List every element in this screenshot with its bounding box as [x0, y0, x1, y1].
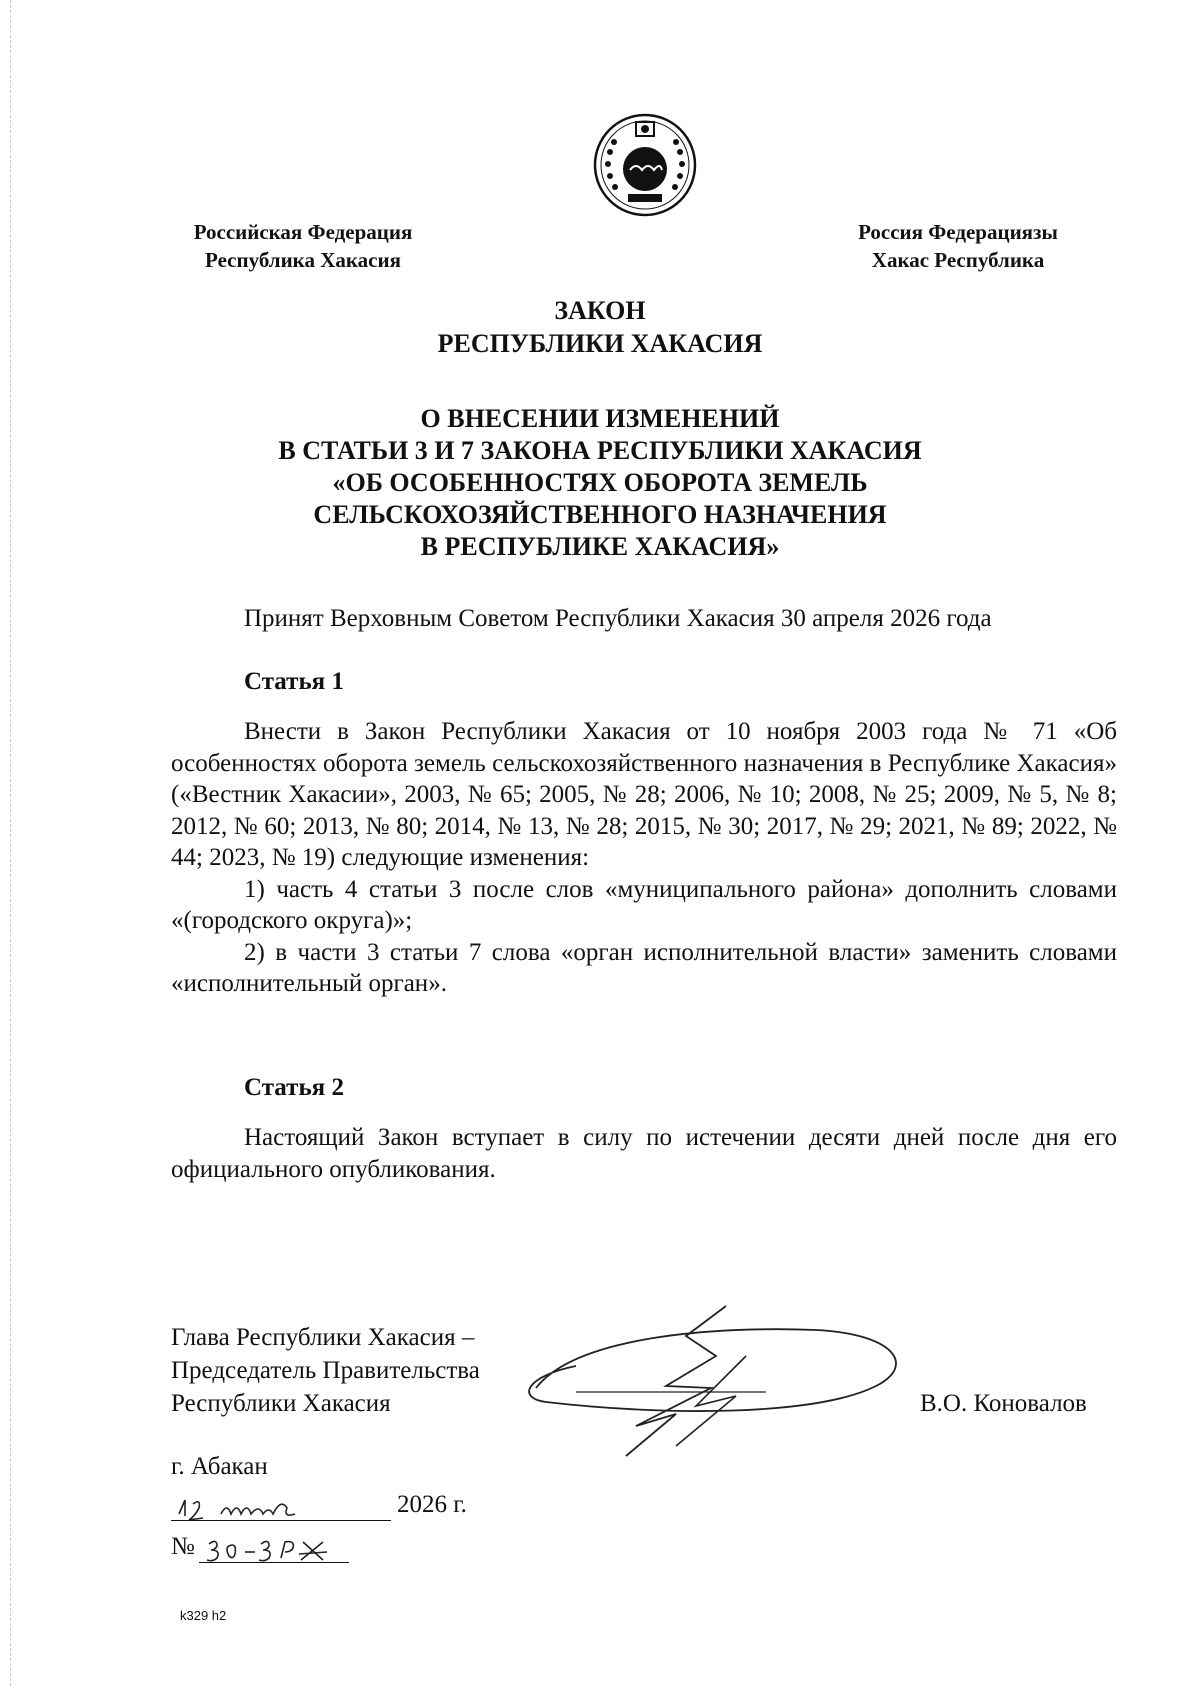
signatory-position-line-1: Глава Республики Хакасия – — [171, 1324, 475, 1351]
article-2-body — [171, 1122, 1117, 1185]
adoption-statement: Принят Верховным Советом Республики Хакасия 30 апреля 2026 года — [244, 605, 992, 632]
handwritten-number — [199, 1534, 349, 1564]
header-right-line-1: Россия Федерациязы — [858, 220, 1058, 244]
article-1-item-2: 2) в части 3 статьи 7 слова «орган исполнительной власти» заменить словами «исполнительный орган». — [171, 938, 1117, 997]
law-title-line-5: В РЕСПУБЛИКЕ ХАКАСИЯ» — [420, 532, 780, 561]
article-2-title: Статья 2 — [244, 1074, 344, 1101]
signatory-position-line-3: Республики Хакасия — [171, 1390, 391, 1417]
number-blank — [199, 1534, 349, 1563]
handwritten-signature — [516, 1296, 918, 1472]
law-title-line-3: «ОБ ОСОБЕННОСТЯХ ОБОРОТА ЗЕМЕЛЬ — [332, 468, 868, 497]
signatory-position — [171, 1321, 551, 1420]
coat-of-arms-icon — [592, 112, 698, 218]
article-2-text: Настоящий Закон вступает в силу по истечении десяти дней после дня его официального опубликования. — [171, 1124, 1117, 1183]
article-1-intro: Внести в Закон Республики Хакасия от 10 ноября 2003 года № 71 «Об особенностях оборота земель сельскохозяйственного назначения в Республике Хакасия» («Вестник Хакасии», 2003, № 65; 2005, № 28; 2006, № 10; 2008, № 25; 2009, № 5, № 8; 2012, № 60; 2013, № 80; 2014, № 13, № 28; 2015, № 30; 2017, № 29; 2021, № 89; 2022, № 44; 2023, № 19) следующие изменения: — [171, 718, 1117, 871]
signatory-name: В.О. Коновалов — [920, 1390, 1087, 1417]
header-left-line-1: Российская Федерация — [193, 220, 413, 244]
law-type — [300, 294, 900, 360]
signatory-position-line-2: Председатель Правительства — [171, 1357, 480, 1384]
law-title-line-1: О ВНЕСЕНИИ ИЗМЕНЕНИЙ — [420, 404, 780, 433]
date-blank — [171, 1492, 391, 1521]
document-code: k329 h2 — [180, 1608, 227, 1623]
header-left-line-2: Республика Хакасия — [205, 248, 401, 272]
handwritten-date — [171, 1492, 391, 1522]
article-1-title: Статья 1 — [244, 668, 344, 695]
article-1-body — [171, 716, 1117, 1000]
number-prefix: № — [171, 1533, 195, 1560]
article-1-item-1: 1) часть 4 статьи 3 после слов «муниципального района» дополнить словами «(городского округа)»; — [171, 875, 1117, 934]
place-of-signing: г. Абакан — [171, 1453, 268, 1480]
header-right — [828, 218, 1088, 274]
law-type-line-1: ЗАКОН — [554, 296, 646, 325]
header-left — [168, 218, 438, 274]
signing-date — [171, 1488, 467, 1521]
date-year: 2026 г. — [397, 1491, 467, 1518]
law-title-line-2: В СТАТЬИ 3 И 7 ЗАКОНА РЕСПУБЛИКИ ХАКАСИЯ — [278, 436, 922, 465]
law-number — [171, 1530, 349, 1563]
law-title-line-4: СЕЛЬСКОХОЗЯЙСТВЕННОГО НАЗНАЧЕНИЯ — [313, 500, 887, 529]
law-title — [170, 403, 1030, 563]
law-type-line-2: РЕСПУБЛИКИ ХАКАСИЯ — [437, 329, 763, 358]
header-right-line-2: Хакас Республика — [871, 248, 1045, 272]
scan-edge-line — [10, 0, 12, 1686]
